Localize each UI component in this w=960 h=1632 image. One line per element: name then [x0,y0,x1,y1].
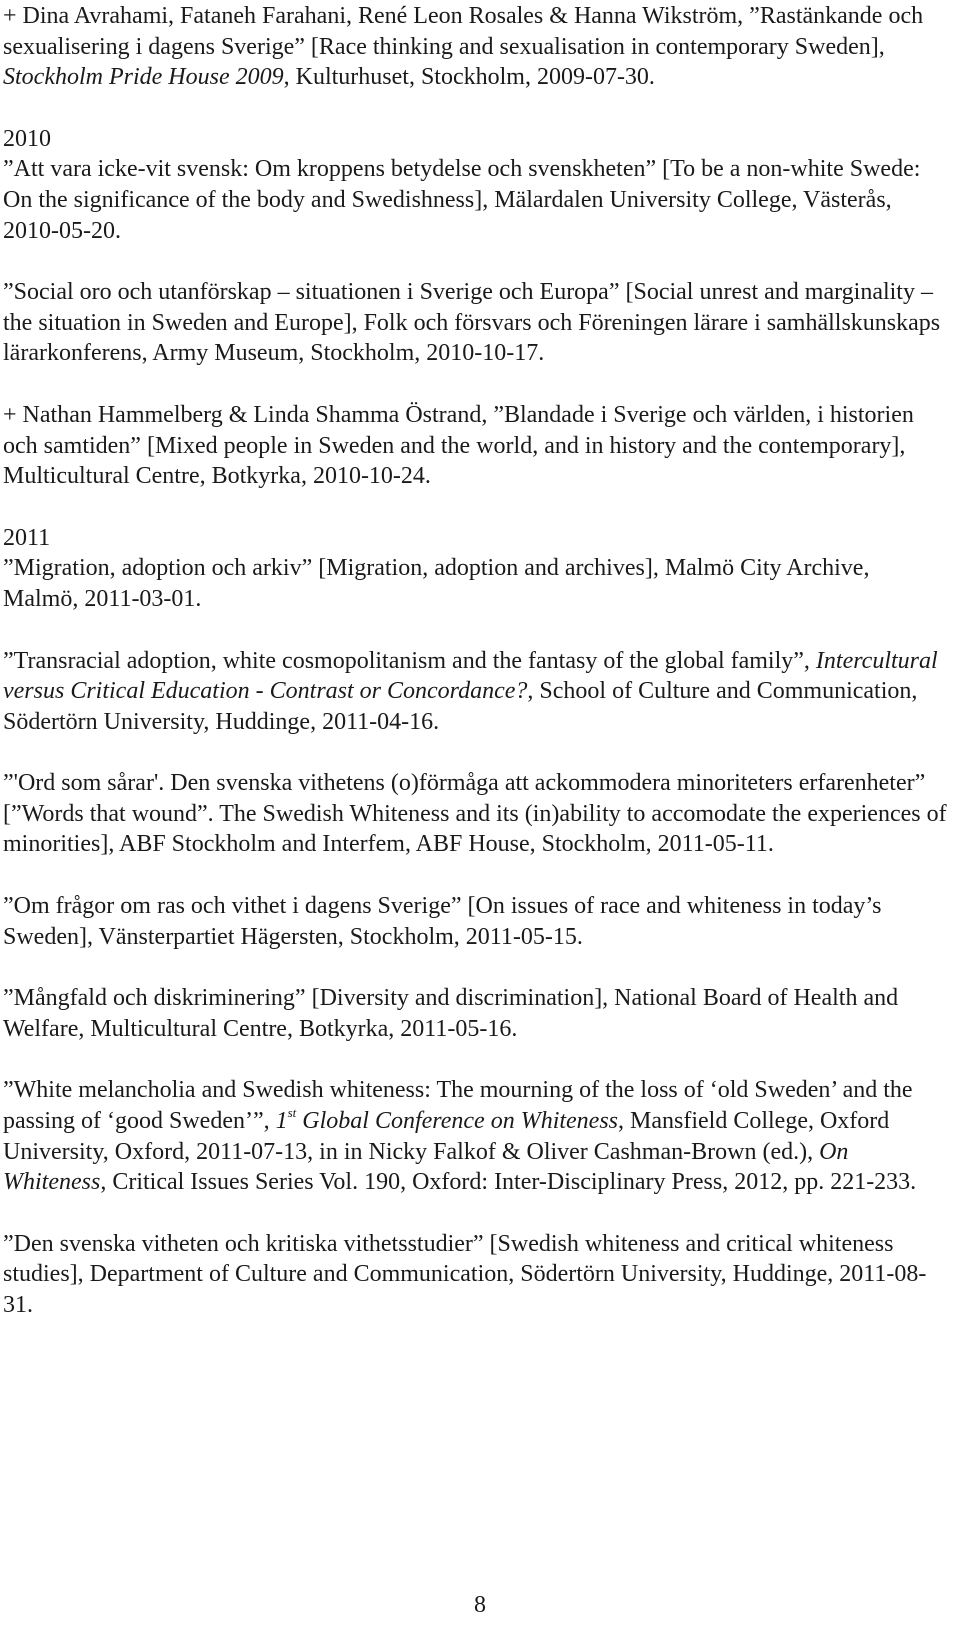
ordinal-suffix: st [287,1105,297,1121]
entry-text-segment: , School of Culture and Communication, Södertörn University, Huddinge, 2011-04-16. [3,678,918,735]
page-number: 8 [474,1592,486,1618]
list-item [3,768,948,860]
year-heading: 2010 [3,125,51,152]
entry-text-segment: , Critical Issues Series Vol. 190, Oxford: Inter-Disciplinary Press, 2012, pp. 221-233. [100,1169,917,1196]
book-title: On Whiteness [3,1138,849,1196]
entry-text-segment: ”Transracial adoption, white cosmopolitanism and the fantasy of the global family”, [3,647,816,674]
entry-text: + Nathan Hammelberg & Linda Shamma Östrand, ”Blandade i Sverige och världen, i historien och samtiden” [Mixed people in Sweden and the world, and in history and the contemporary], Multicultural Centre, Botkyrka, 2010-10-24. [3,401,914,490]
list-item [3,891,948,952]
entry-text: ”Att vara icke-vit svensk: Om kroppens betydelse och svenskheten” [To be a non-white Swede: On the significance of the body and Swedishness], Mälardalen University College, Västerås, 2010-05-20. [3,156,921,244]
list-item [3,124,948,246]
presentation-list [3,1,948,1352]
event-title: Stockholm Pride House 2009 [3,64,284,91]
entry-text [3,1,948,93]
entry-text: ”Om frågor om ras och vithet i dagens Sverige” [On issues of race and whiteness in today’s Sweden], Vänsterpartiet Hägersten, Stockholm, 2011-05-15. [3,893,882,950]
list-item [3,1229,948,1321]
entry-text-segment: ”White melancholia and Swedish whiteness: The mourning of the loss of ‘old Sweden’ and the passing of ‘good Sweden’”, [3,1077,913,1135]
entry-text: ”Den svenska vitheten och kritiska vithetsstudier” [Swedish whiteness and critical whiteness studies], Department of Culture and Communication, Södertörn University, Huddinge, 2011-08-31. [3,1230,927,1318]
list-item [3,400,948,492]
entry-text: ”Social oro och utanförskap – situationen i Sverige och Europa” [Social unrest and marginality – the situation in Sweden and Europe], Folk och försvars och Föreningen lärare i samhällskunskaps lärarkonferens, Army Museum, Stockholm, 2010-10-17. [3,279,941,367]
entry-text: ”'Ord som sårar'. Den svenska vithetens (o)förmåga att ackommodera minoriteters erfarenheter” [”Words that wound”. The Swedish Whiteness and its (in)ability to accomodate the experiences of minorities], ABF Stockholm and Interfem, ABF House, Stockholm, 2011-05-11. [3,770,947,858]
entry-text-segment: + Dina Avrahami, Fataneh Farahani, René Leon Rosales & Hanna Wikström, ”Rastänkande och sexualisering i dagens Sverige” [Race thinking and sexualisation in contemporary Sweden], [3,3,924,60]
entry-text: ”Mångfald och diskriminering” [Diversity and discrimination], National Board of Health and Welfare, Multicultural Centre, Botkyrka, 2011-05-16. [3,985,899,1042]
entry-text: ”Migration, adoption och arkiv” [Migration, adoption and archives], Malmö City Archive, Malmö, 2011-03-01. [3,555,870,612]
ordinal-number: 1 [275,1108,288,1135]
event-title: Intercultural versus Critical Education - Contrast or Concordance? [3,647,938,705]
entry-text-segment: , Mansfield College, Oxford University, Oxford, 2011-07-13, in in Nicky Falkof & Oliver Cashman-Brown (ed.), [3,1108,890,1165]
list-item [3,1,948,93]
entry-text-segment: , Kulturhuset, Stockholm, 2009-07-30. [283,64,655,91]
list-item [3,277,948,369]
list-item [3,523,948,615]
entry-text [3,646,948,738]
year-heading: 2011 [3,524,51,551]
entry-text [3,1075,948,1197]
list-item [3,1075,948,1197]
event-title: Global Conference on Whiteness [296,1108,619,1135]
list-item [3,983,948,1044]
list-item [3,646,948,738]
